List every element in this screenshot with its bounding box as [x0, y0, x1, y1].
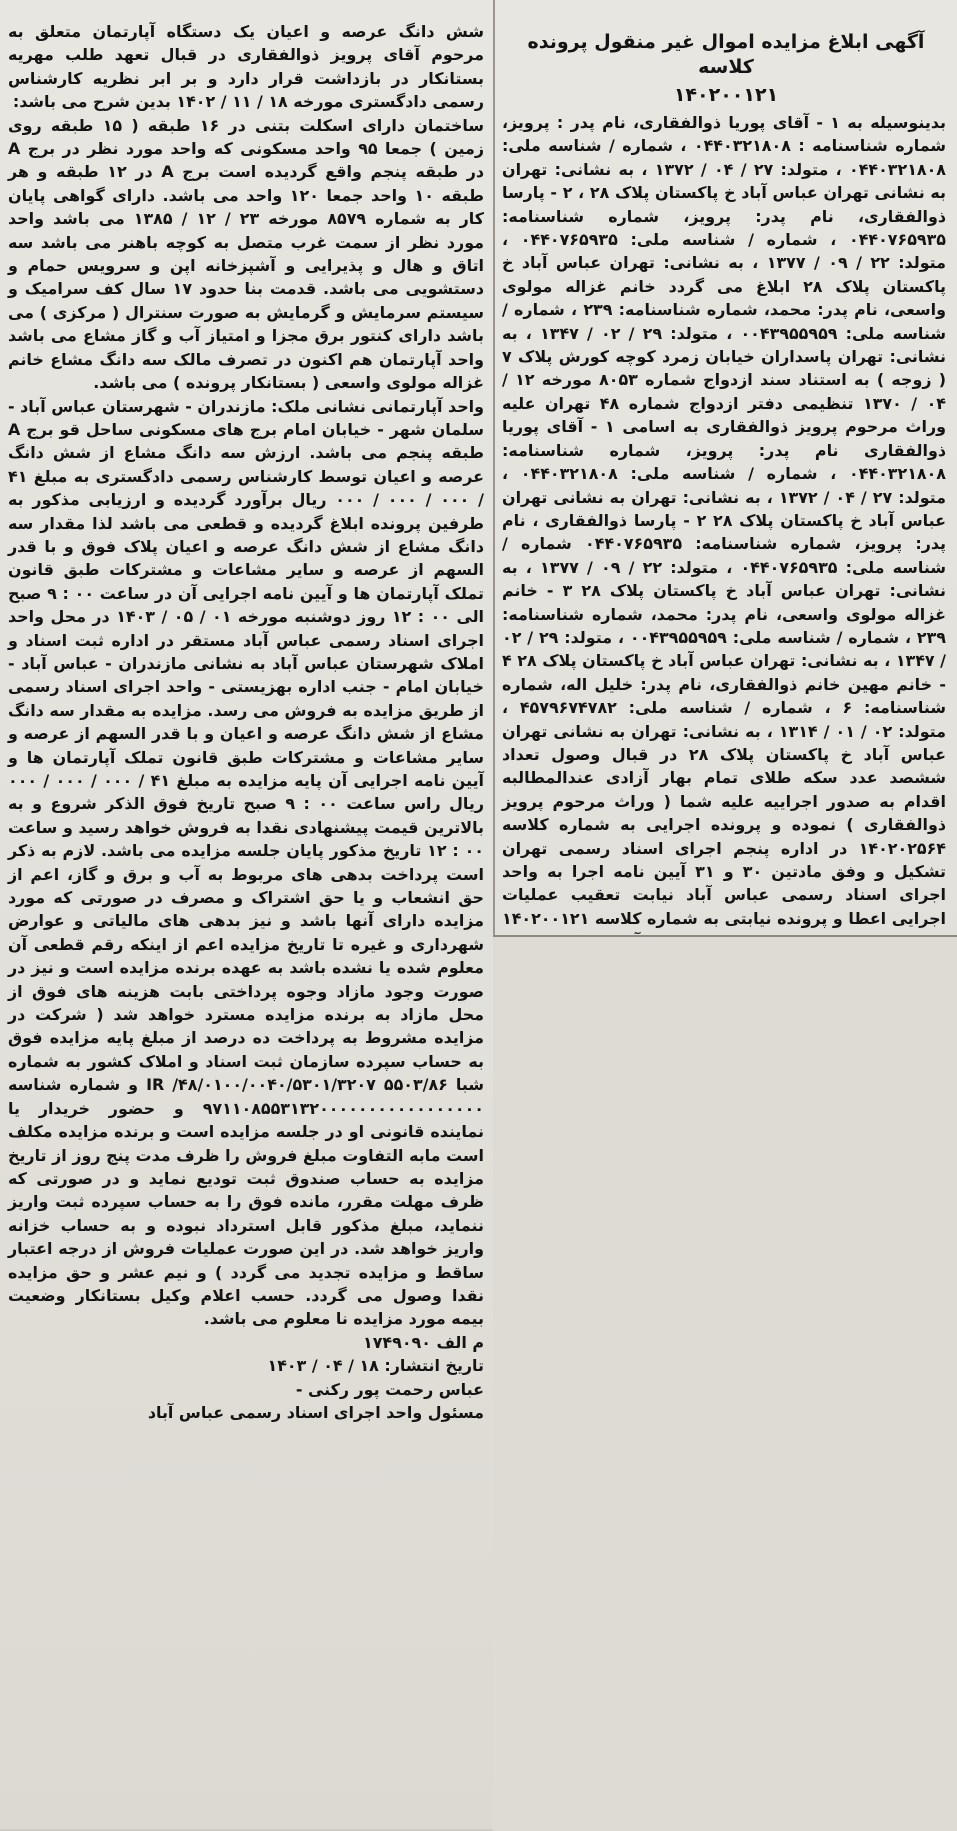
reference-number: م الف ۱۷۴۹۰۹۰ — [363, 1332, 484, 1352]
signer-title: مسئول واحد اجرای اسناد رسمی عباس آباد — [147, 1402, 484, 1422]
publish-date: تاریخ انتشار: ۱۸ / ۰۴ / ۱۴۰۳ — [267, 1356, 484, 1376]
blank-lower-area — [493, 935, 957, 1831]
notice-title: آگهی ابلاغ مزایده اموال غیر منقول پرونده کلاسه — [527, 31, 925, 78]
case-number: ۱۴۰۲۰۰۱۲۱ — [673, 84, 779, 106]
right-column — [500, 0, 952, 935]
paragraph-intro: شش دانگ عرصه و اعیان یک دستگاه آپارتمان متعلق به مرحوم آقای پرویز ذوالفقاری در قبال تعهد طلب مهریه بستانکار در بازداشت قرار دارد و بر ابر نظریه کارشناس رسمی دادگستری مورخه ۱۸ / ۱۱ / ۱۴۰۲ بدین شرح می باشد: — [8, 22, 484, 112]
column-divider — [493, 0, 495, 935]
notice-body-right: بدینوسیله به ۱ - آقای پوریا ذوالفقاری، نام پدر : پرویز، شماره شناسنامه : ۰۴۴۰۳۲۱۸۰۸ ، شماره / شناسه ملی: ۰۴۴۰۳۲۱۸۰۸ ، متولد: ۲۷ / ۰۴ / ۱۳۷۲ ، به نشانی: تهران به نشانی تهران عباس آباد خ پاکستان پلاک ۲۸ ، ۲ - پارسا ذوالفقاری، نام پدر: پرویز، شماره شناسنامه: ۰۴۴۰۷۶۵۹۳۵ ، شماره / شناسه ملی: ۰۴۴۰۷۶۵۹۳۵ ، متولد: ۲۲ / ۰۹ / ۱۳۷۷ ، به نشانی: تهران عباس آباد خ پاکستان پلاک ۲۸ ابلاغ می گردد خانم غزاله مولوی واسعی، نام پدر: محمد، شماره شناسنامه: ۲۳۹ ، شماره / شناسه ملی: ۰۰۴۳۹۵۵۹۵۹ ، متولد: ۲۹ / ۰۲ / ۱۳۴۷ ، به نشانی: تهران پاسداران خیابان زمرد کوچه کورش پلاک ۷ ( زوجه ) به استناد سند ازدواج شماره ۸۰۵۳ مورخه ۱۲ / ۰۴ / ۱۳۷۰ تنظیمی دفتر ازدواج شماره ۴۸ تهران علیه وراث مرحوم پرویز ذوالفقاری به اسامی ۱ - آقای پوریا ذوالفقاری نام پدر: پرویز، شماره شناسنامه: ۰۴۴۰۳۲۱۸۰۸ ، شماره / شناسه ملی: ۰۴۴۰۳۲۱۸۰۸ ، متولد: ۲۷ / ۰۴ / ۱۳۷۲ ، به نشانی: تهران به نشانی تهران عباس آباد خ پاکستان پلاک ۲۸ ۲ - پارسا ذوالفقاری ، نام پدر: پرویز، شماره شناسنامه: ۰۴۴۰۷۶۵۹۳۵ شماره / شناسه ملی: ۰۴۴۰۷۶۵۹۳۵ ، متولد: ۲۲ / ۰۹ / ۱۳۷۷ ، به نشانی: تهران عباس آباد خ پاکستان پلاک ۲۸ ۳ - خانم غزاله مولوی واسعی، نام پدر: محمد، شماره شناسنامه: ۲۳۹ ، شماره / شناسه ملی: ۰۰۴۳۹۵۵۹۵۹ ، متولد: ۲۹ / ۰۲ / ۱۳۴۷ ، به نشانی: تهران عباس آباد خ پاکستان پلاک ۲۸ ۴ - خانم مهین خانم ذوالفقاری، نام پدر: خلیل اله، شماره شناسنامه: ۶ ، شماره / شناسه ملی: ۴۵۷۹۶۷۴۷۸۲ ، متولد: ۰۲ / ۰۱ / ۱۳۱۴ ، به نشانی: تهران به نشانی تهران عباس آباد خ پاکستان پلاک ۲۸ در قبال وصول تعداد ششصد عدد سکه طلای تمام بهار آزادی عندالمطالبه اقدام به صدور اجراییه علیه شما ( وراث مرحوم پرویز ذوالفقاری ) نموده و پرونده اجرایی به شماره کلاسه ۱۴۰۲۰۲۵۶۴ در اداره پنجم اجرای اسناد رسمی تهران تشکیل و وفق مادتین ۳۰ و ۳۱ آیین نامه اجرا به واحد اجرای اسناد رسمی عباس آباد نیابت تعقیب عملیات اجرایی اعطا و پرونده نیابتی به شماره کلاسه ۱۴۰۲۰۰۱۲۱ — [502, 113, 947, 928]
paragraph-auction-terms: واحد آپارتمانی نشانی ملک: مازندران - شهرستان عباس آباد - سلمان شهر - خیابان امام برج های مسکونی ساحل قو برج A طبقه پنجم می باشد. ارزش سه دانگ مشاع از شش دانگ عرصه و اعیان توسط کارشناس رسمی دادگستری به مبلغ ۴۱ / ۰۰۰ / ۰۰۰ / ۰۰۰ ریال برآورد گردیده و ارزیابی مذکور به طرفین پرونده ابلاغ گردیده و قطعی می باشد لذا مقدار سه دانگ مشاع از شش دانگ عرصه و اعیان پلاک فوق و با قدر السهم از عرصه و سایر مشاعات و مشترکات طبق قانون تملک آپارتمان ها و آیین نامه اجرایی آن در ساعت ۰۰ : ۹ صبح الی ۰۰ : ۱۲ روز دوشنبه مورخه ۰۱ / ۰۵ / ۱۴۰۳ در محل واحد اجرای اسناد رسمی عباس آباد مستقر در اداره ثبت اسناد و املاک شهرستان عباس آباد به نشانی مازندران - عباس آباد - خیابان امام - جنب اداره بهزیستی - واحد اجرای اسناد رسمی از طریق مزایده به فروش می رسد. مزایده به مقدار سه دانگ مشاع از شش دانگ عرصه و اعیان و با قدر السهم از عرصه و سایر مشاعات و مشترکات طبق قانون تملک آپارتمان ها و آیین نامه اجرایی آن پایه مزایده به مبلغ ۴۱ / ۰۰۰ / ۰۰۰ / ۰۰۰ ریال راس ساعت ۰۰ : ۹ صبح تاریخ فوق الذکر شروع و به بالاترین قیمت پیشنهادی نقدا به فروش خواهد رسید و ساعت ۰۰ : ۱۲ تاریخ مذکور پایان جلسه مزایده می باشد. لازم به ذکر است پرداخت بدهی های مربوط به آب و برق و گاز، اعم از حق انشعاب و یا حق اشتراک و مصرف در صورتی که مورد مزایده دارای آنها باشد و نیز بدهی های مالیاتی و عوارض شهرداری و غیره تا تاریخ مزایده اعم از اینکه رقم قطعی آن معلوم شده یا نشده باشد به عهده برنده مزایده است و نیز در صورت وجود مازاد وجوه پرداختی بابت هزینه های فوق از محل مازاد به برنده مزایده مسترد خواهد شد ( شرکت در مزایده مشروط به پرداخت ده درصد از مبلغ پایه مزایده فوق به حساب سپرده سازمان ثبت اسناد و املاک کشور به شماره شبا ۵۵۰۳/۸۶ ۴۸/۰۱۰۰/۰۰۴۰/۵۳۰۱/۳۲۰۷/ IR و شماره شناسه ۹۷۱۱۰۸۵۵۳۱۳۲۰۰۰۰۰۰۰۰۰۰۰۰۰۰۰۰۰ و حضور خریدار یا نماینده قانونی او در جلسه مزایده است و برنده مزایده مکلف است مابه التفاوت مبلغ فروش را ظرف مدت پنج روز از تاریخ مزایده به حساب صندوق ثبت تودیع نماید و در صورتی که ظرف مهلت مقرر، مانده فوق را به حساب سپرده ثبت واریز ننماید، مبلغ مذکور قابل استرداد نبوده و به حساب خزانه واریز خواهد شد. در این صورت عملیات فروش از درجه اعتبار ساقط و مزایده تجدید می گردد ) و نیم عشر و حق مزایده نقدا وصول می گردد. حسب اعلام وکیل بستانکار وضعیت بیمه مورد مزایده نا معلوم می باشد. — [8, 396, 485, 1329]
left-column — [6, 0, 490, 1820]
paragraph-building-description: ساختمان دارای اسکلت بتنی در ۱۶ طبقه ( ۱۵ طبقه روی زمین ) جمعا ۹۵ واحد مسکونی که واحد مورد نظر در برج A در طبقه پنجم واقع گردیده است برج A در ۱۲ طبقه و هر طبقه ۱۰ واحد جمعا ۱۲۰ واحد می باشد. دارای گواهی پایان کار به شماره ۸۵۷۹ مورخه ۲۳ / ۱۲ / ۱۳۸۵ می باشد واحد مورد نظر از سمت غرب متصل به کوچه باهنر می باشد سه اتاق و هال و پذیرایی و آشپزخانه اپن و سرویس حمام و دستشویی می باشد. قدمت بنا حدود ۱۷ سال کف سرامیک و سیستم سرمایش و گرمایش به صورت سنترال ( مرکزی ) می باشد دارای کنتور برق مجزا و امتیاز آب و گاز مشاع می باشد واحد آپارتمان هم اکنون در تصرف مالک سه دانگ مشاع خانم غزاله مولوی واسعی ( بستانکار پرونده ) می باشد. — [8, 115, 485, 393]
signer-name: عباس رحمت پور رکنی - — [295, 1379, 484, 1399]
